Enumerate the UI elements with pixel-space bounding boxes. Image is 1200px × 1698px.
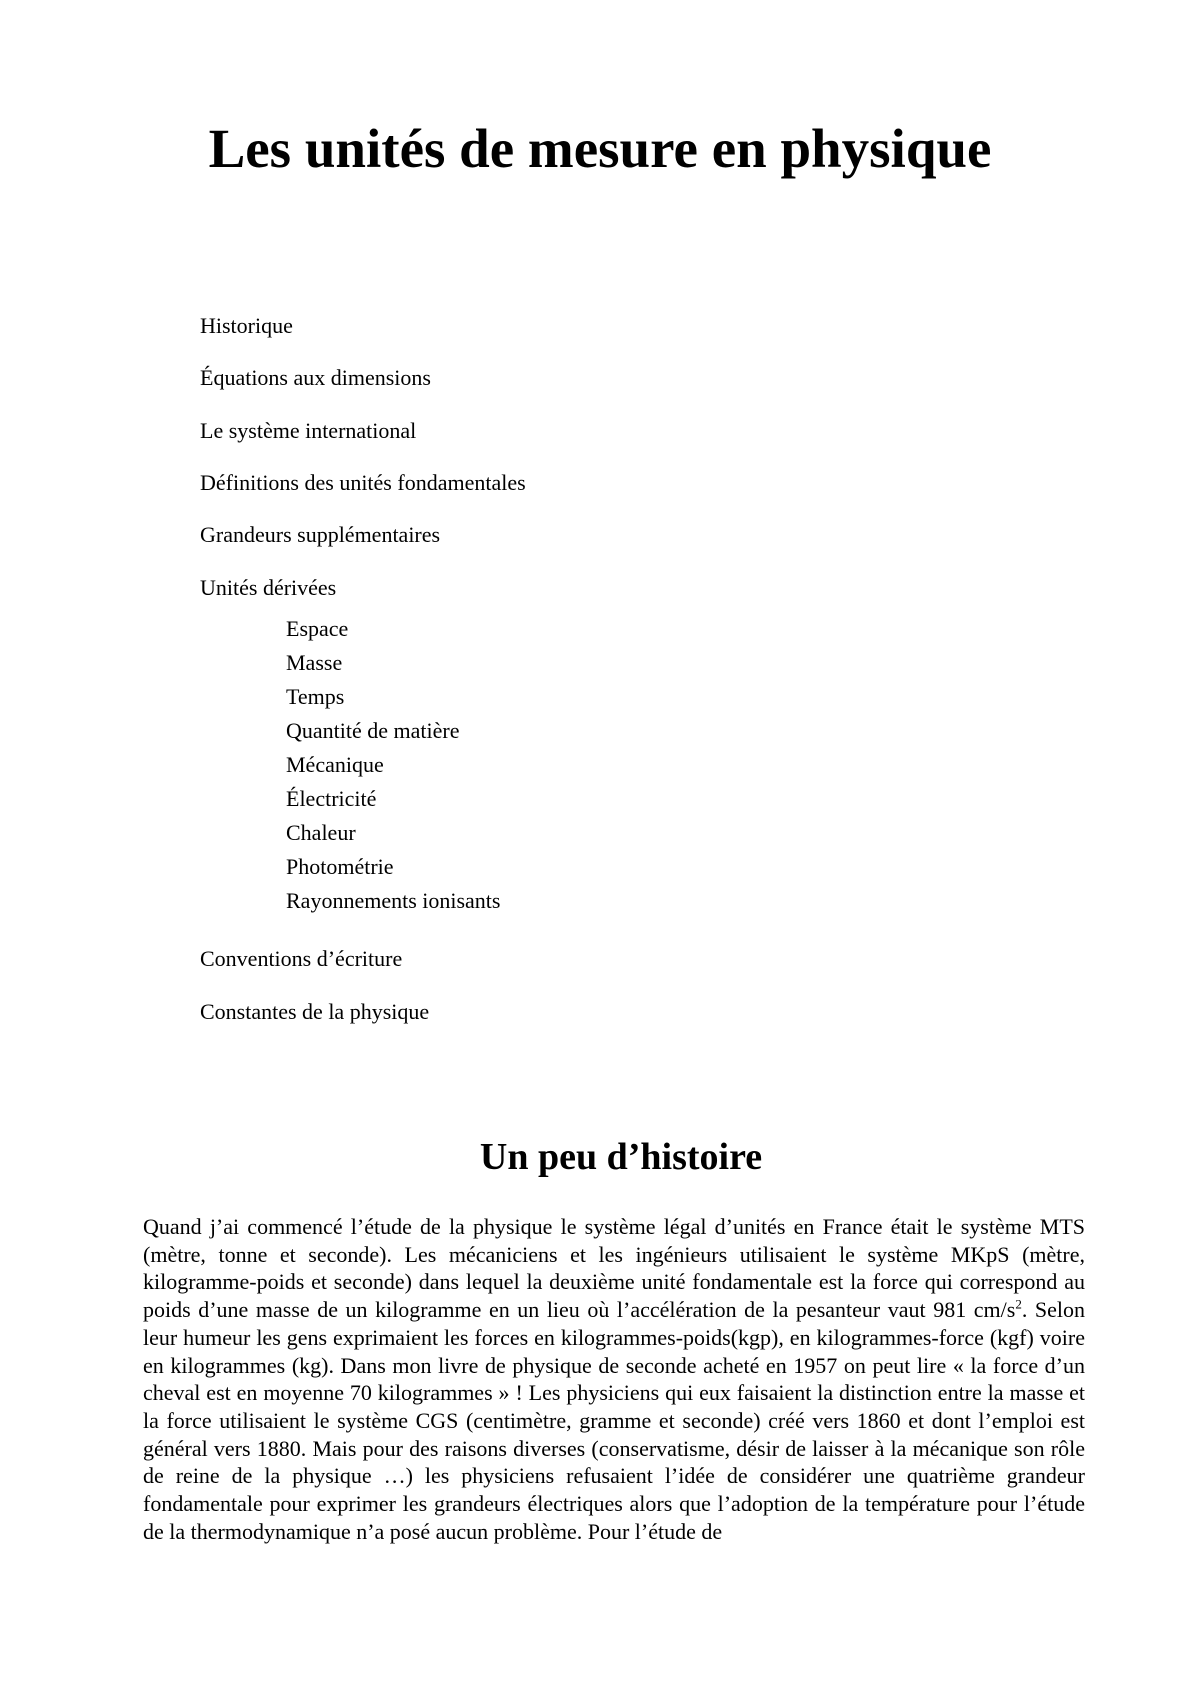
toc-item-constantes: Constantes de la physique	[200, 999, 430, 1024]
toc-subitem-temps: Temps	[286, 684, 345, 709]
toc-subitem-espace: Espace	[286, 616, 349, 641]
toc-item-grandeurs-supplementaires: Grandeurs supplémentaires	[200, 522, 441, 547]
toc-subitem-photometrie: Photométrie	[286, 854, 394, 879]
superscript-exponent: 2	[1015, 1296, 1022, 1312]
toc-subitem-chaleur: Chaleur	[286, 820, 356, 845]
toc-subitem-quantite-de-matiere: Quantité de matière	[286, 718, 460, 743]
toc-item-historique: Historique	[200, 313, 293, 338]
toc-item-definitions: Définitions des unités fondamentales	[200, 470, 526, 495]
toc-item-conventions: Conventions d’écriture	[200, 946, 403, 971]
body-paragraph	[143, 1213, 1085, 1545]
toc-item-equations: Équations aux dimensions	[200, 365, 431, 390]
toc-item-systeme-international: Le système international	[200, 418, 417, 443]
paragraph-text-part2: . Selon leur humeur les gens exprimaient les forces en kilogrammes-poids(kgp), en kilogrammes-force (kgf) voire en kilogrammes (kg). Dans mon livre de physique de seconde acheté en 1957 on peut lire « la force d’un cheval est en moyenne 70 kilogrammes » ! Les physiciens qui eux faisaient la distinction entre la masse et la force utilisaient le système CGS (centimètre, gramme et seconde) créé vers 1860 et dont l’emploi est général vers 1880. Mais pour des raisons diverses (conservatisme, désir de laisser à la mécanique son rôle de reine de la physique …) les physiciens refusaient l’idée de considérer une quatrième grandeur fondamentale pour exprimer les grandeurs électriques alors que l’adoption de la température pour l’étude de la thermodynamique n’a posé aucun problème. Pour l’étude de	[143, 1297, 1085, 1544]
paragraph-text-part1: Quand j’ai commencé l’étude de la physique le système légal d’unités en France était le système MTS (mètre, tonne et seconde). Les mécaniciens et les ingénieurs utilisaient le système MKpS (mètre, kilogramme-poids et seconde) dans lequel la deuxième unité fondamentale est la force qui correspond au poids d’une masse de un kilogramme en un lieu où l’accélération de la pesanteur vaut 981 cm/s	[143, 1214, 1085, 1323]
toc-subitem-electricite: Électricité	[286, 786, 377, 811]
toc-subitem-masse: Masse	[286, 650, 343, 675]
document-title: Les unités de mesure en physique	[208, 118, 992, 179]
section-title: Un peu d’histoire	[479, 1136, 763, 1178]
toc-subitem-mecanique: Mécanique	[286, 752, 384, 777]
toc-item-unites-derivees: Unités dérivées	[200, 575, 337, 600]
toc-subitem-rayonnements-ionisants: Rayonnements ionisants	[286, 888, 501, 913]
